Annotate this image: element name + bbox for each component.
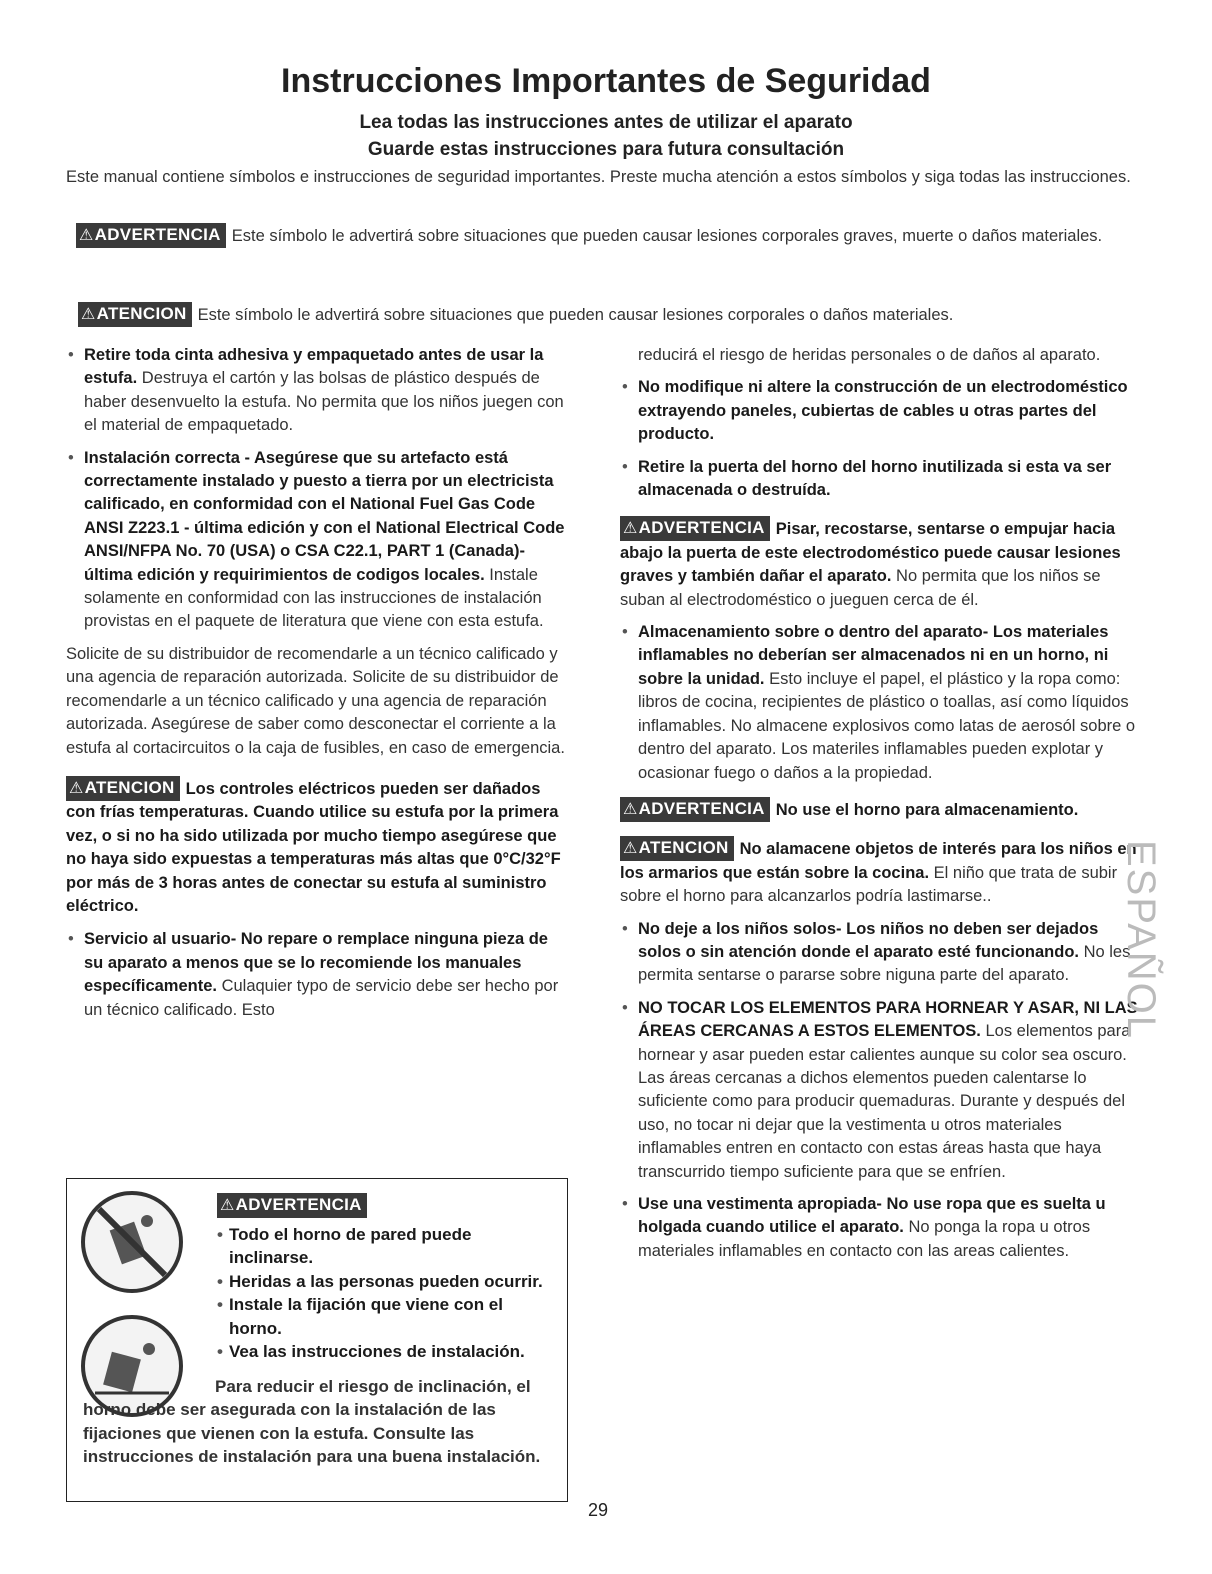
subtitle-keep: Guarde estas instrucciones para futura consultación	[367, 139, 845, 160]
atencion-badge: ⚠ATENCION	[78, 302, 192, 327]
warning-triangle-icon: ⚠	[79, 227, 94, 244]
atencion-badge: ⚠ATENCION	[66, 776, 180, 801]
advertencia-storage-note: ⚠ADVERTENCIA No use el horno para almacenamiento.	[620, 797, 1140, 822]
list-item: • Todo el horno de pared puede inclinarse.	[215, 1223, 555, 1270]
warning-triangle-icon: ⚠	[220, 1197, 235, 1214]
advertencia-symbol-text: Este símbolo le advertirá sobre situaciones que pueden causar lesiones corporales graves, muerte o daños materiales.	[231, 227, 1103, 245]
right-column	[620, 344, 1140, 1272]
list-item: • Retire la puerta del horno del horno inutilizada si esta va ser almacenada o destruída.	[620, 456, 1140, 503]
atencion-children-note: ⚠ATENCION No alamacene objetos de interés para los niños en los armarios que están sobre la cocina. El niño que trata de subir sobre el horno para alcanzarlos podría lastimarse..	[620, 838, 1137, 906]
intro-text: Este manual contiene símbolos e instrucciones de seguridad importantes. Preste mucha atención a estos símbolos y siga todas las instrucciones.	[66, 168, 1131, 186]
list-item: • Heridas a las personas pueden ocurrir.	[215, 1270, 555, 1293]
advertencia-badge: ⚠ADVERTENCIA	[620, 516, 770, 541]
warning-triangle-icon: ⚠	[623, 520, 638, 538]
tip-over-warning-box	[66, 1178, 568, 1502]
atencion-symbol-row	[78, 302, 1138, 328]
advertencia-symbol-row	[76, 223, 1116, 249]
atencion-controls-note: ⚠ATENCION Los controles eléctricos pueden ser dañados con frías temperaturas. Cuando utilice su estufa por la primera vez, o si no ha sido utilizada por mucho tiempo asegúrese que no haya sido expuestas a temperaturas más altas que 0°C/32°F por más de 3 horas antes de conectar su estufa al suministro eléctrico.	[66, 777, 561, 915]
list-item: • Instalación correcta - Asegúrese que su artefacto está correctamente instalado y puesto a tierra por un electricista calificado, en conformidad con el National Fuel Gas Code ANSI Z223.1 - última edición y con el National Electrical Code ANSI/NFPA No. 70 (USA) o CSA C22.1, PART 1 (Canada)- última edición y requirimientos de codigos locales. Instale solamente en conformidad con las instrucciones de instalación provistas en el paquete de literatura que viene con esta estufa.	[66, 447, 566, 634]
page-number: 29	[588, 1500, 609, 1520]
side-language-tab: ESPAÑOL	[1119, 840, 1163, 1040]
continued-text: reducirá el riesgo de heridas personales o de daños al aparato.	[638, 346, 1101, 364]
left-column	[66, 344, 566, 1031]
warning-triangle-icon: ⚠	[81, 306, 96, 323]
list-item: • NO TOCAR LOS ELEMENTOS PARA HORNEAR Y ASAR, NI LAS ÁREAS CERCANAS A ESTOS ELEMENTOS. Los elementos para hornear y asar pueden estar calientes aunque su color sea oscuro. Las áreas cercanas a dichos elementos pueden calentarse lo suficiente como para producir quemaduras. Durante y después del uso, no tocar ni dejar que la vestimenta u otros materiales inflamables entren en contacto con estas áreas hasta que haya transcurrido tiempo suficiente para que se enfríen.	[620, 997, 1140, 1184]
box-badge-row	[217, 1193, 373, 1218]
advertencia-badge: ⚠ADVERTENCIA	[620, 797, 770, 822]
list-item: • Servicio al usuario- No repare o remplace ninguna pieza de su aparato a menos que se lo recomiende los manuales específicamente. Culaquier typo de servicio debe ser hecho por un técnico calificado. Esto	[66, 928, 566, 1022]
list-item: • Retire toda cinta adhesiva y empaquetado antes de usar la estufa. Destruya el cartón y las bolsas de plástico después de haber desenvuelto la estufa. No permita que los niños juegen con el material de empaquetado.	[66, 344, 566, 438]
page-title: Instrucciones Importantes de Seguridad	[281, 62, 931, 100]
list-item: • Vea las instrucciones de instalación.	[215, 1340, 555, 1363]
box-footer: Para reducir el riesgo de inclinación, el horno debe ser asegurada con la instalación de las fijaciones que vienen con la estufa. Consulte las instrucciones de instalación para una buena instalación.	[83, 1377, 541, 1467]
advertencia-badge: ⚠ADVERTENCIA	[217, 1193, 367, 1218]
subtitle-read: Lea todas las instrucciones antes de utilizar el aparato	[359, 112, 853, 133]
warning-triangle-icon: ⚠	[69, 779, 84, 797]
advertencia-door-note: ⚠ADVERTENCIA Pisar, recostarse, sentarse o empujar hacia abajo la puerta de este electrodoméstico puede causar lesiones graves y también dañar el aparato. No permita que los niños se suban al electrodoméstico o jueguen cerca de él.	[620, 518, 1121, 609]
advertencia-badge: ⚠ADVERTENCIA	[76, 223, 226, 248]
atencion-symbol-text: Este símbolo le advertirá sobre situaciones que pueden causar lesiones corporales o daños materiales.	[197, 306, 954, 324]
warning-triangle-icon: ⚠	[623, 800, 638, 818]
left-paragraph: Solicite de su distribuidor de recomendarle a un técnico calificado y una agencia de reparación autorizada. Solicite de su distribuidor de recomendarle a un técnico calificado y una agencia de reparación autorizada. Asegúrese de saber como desconectar el corriente a la estufa al cortacircuitos o la caja de fusibles, en caso de emergencia.	[66, 644, 565, 757]
list-item: • No deje a los niños solos- Los niños no deben ser dejados solos o sin atención donde el aparato esté funcionando. No les permita sentarse o pararse sobre niguna parte del aparato.	[620, 918, 1140, 988]
warning-triangle-icon: ⚠	[623, 840, 638, 858]
box-items	[215, 1223, 555, 1363]
list-item: • Use una vestimenta apropiada- No use ropa que es suelta u holgada cuando utilice el aparato. No ponga la ropa u otros materiales inflamables en contacto con las areas calientes.	[620, 1193, 1140, 1263]
atencion-badge: ⚠ATENCION	[620, 836, 734, 861]
list-item: • Almacenamiento sobre o dentro del aparato- Los materiales inflamables no deberían ser almacenados ni en un horno, ni sobre la unidad. Esto incluye el papel, el plástico y la ropa como: libros de cocina, recipientes de plástico o toallas, así como líquidos inflamables. No almacene explosivos como latas de aerosól sobre o dentro del aparato. Los materiles inflamables pueden explotar y ocasionar fuego o daños a la propiedad.	[620, 621, 1140, 785]
no-tipping-icon	[81, 1191, 183, 1293]
list-item: • Instale la fijación que viene con el horno.	[215, 1293, 555, 1340]
list-item: • No modifique ni altere la construcción de un electrodoméstico extrayendo paneles, cubiertas de cables u otras partes del producto.	[620, 376, 1140, 446]
